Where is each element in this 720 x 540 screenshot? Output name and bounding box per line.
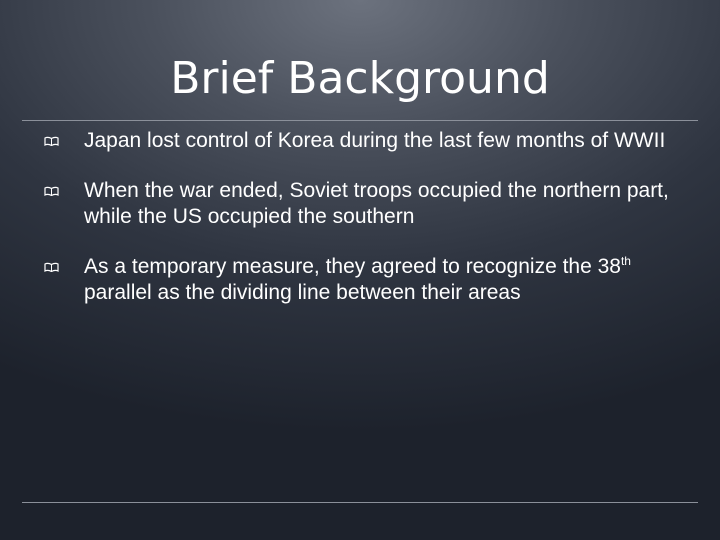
bullet-list [44,128,684,330]
slide-title: Brief Background [170,53,550,104]
book-bullet-icon [44,186,59,196]
bullet-item [44,128,684,154]
bullet-text-before: As a temporary measure, they agreed to recognize the 38 [84,255,621,278]
bullet-text-after: parallel as the dividing line between their areas [84,281,521,304]
bullet-text: When the war ended, Soviet troops occupied the northern part, while the US occupied the southern [84,179,669,228]
bullet-item [44,254,684,306]
book-bullet-icon [44,136,59,146]
bullet-item [44,178,684,230]
top-divider [22,120,698,121]
ordinal-superscript: th [620,254,631,268]
book-bullet-icon [44,262,59,272]
bottom-divider [22,502,698,503]
bullet-text: Japan lost control of Korea during the last few months of WWII [84,129,666,152]
